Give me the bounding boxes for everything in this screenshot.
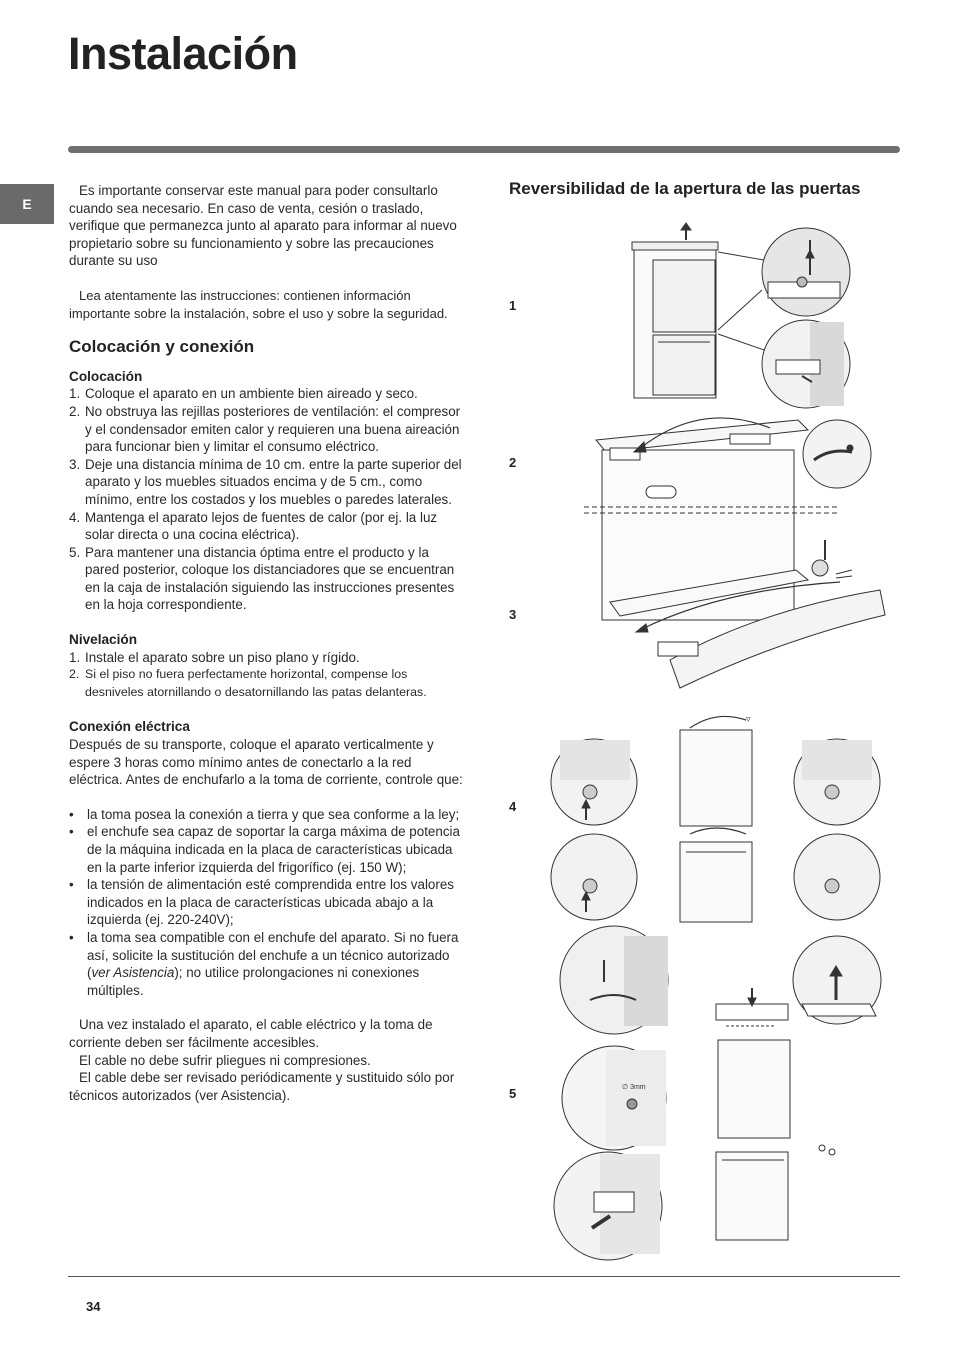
subheading-nivelacion: Nivelación bbox=[69, 632, 137, 648]
diameter-symbol: ∅ bbox=[622, 1084, 629, 1091]
step-number-5: 5 bbox=[509, 1086, 517, 1101]
door-reversal-illustration bbox=[540, 220, 900, 1265]
step5-detail-middle-left bbox=[562, 1046, 666, 1150]
conexion-outro-1: Una vez instalado el aparato, el cable eléctrico y la toma de corriente deben ser fácilmente accesibles. bbox=[69, 1017, 433, 1050]
step5-detail-top-right bbox=[793, 936, 881, 1024]
list-item: 2. Si el piso no fuera perfectamente horizontal, compense los desniveles atornillando o desatornillando las patas delanteras. bbox=[69, 667, 427, 699]
subheading-conexion-electrica: Conexión eléctrica bbox=[69, 719, 190, 735]
step4-pin-detail-top-right bbox=[794, 739, 880, 825]
conexion-outro-3: El cable debe ser revisado periódicamente y sustituido sólo por técnicos autorizados (ver Asistencia). bbox=[69, 1070, 455, 1103]
step2-handle-detail bbox=[803, 420, 871, 488]
step4-pin-detail-top-left bbox=[551, 739, 637, 825]
step1-hinge-detail-bottom bbox=[718, 320, 850, 408]
list-item: 5. Para mantener una distancia óptima entre el producto y la pared posterior, coloque los distanciadores que se encuentran en la caja de instalación siguiendo las instrucciones presentes en la hoja correspondiente. bbox=[69, 544, 455, 613]
step5-detail-top-left bbox=[560, 926, 668, 1034]
list-item: 4. Mantenga el aparato lejos de fuentes de calor (por ej. la luz solar directa o una cocina eléctrica). bbox=[69, 509, 438, 543]
section-heading-colocacion-conexion: Colocación y conexión bbox=[69, 337, 255, 357]
step1-hinge-detail-top bbox=[718, 228, 850, 330]
header-rule bbox=[68, 146, 900, 153]
colocacion-list bbox=[69, 385, 465, 614]
step5-fridge-diagram bbox=[716, 988, 790, 1240]
step-number-4: 4 bbox=[509, 799, 517, 814]
step-number-1: 1 bbox=[509, 298, 517, 313]
step5-screws bbox=[819, 1145, 835, 1155]
page-number: 34 bbox=[86, 1299, 101, 1314]
step4-pin-detail-bottom-left bbox=[551, 834, 637, 920]
list-item: • la toma sea compatible con el enchufe del aparato. Si no fuera así, solicite la sustitución del enchufe a un técnico autorizado (ver Asistencia); no utilice prolongaciones ni conexiones múltiples. bbox=[69, 929, 459, 998]
step4-pin-detail-bottom-right bbox=[794, 834, 880, 920]
list-item: 1. Instale el aparato sobre un piso plano y rígido. bbox=[69, 649, 360, 665]
svg-text:▿: ▿ bbox=[746, 714, 751, 724]
page-title: Instalación bbox=[68, 28, 298, 79]
step4-doors-diagram bbox=[680, 714, 752, 922]
intro-paragraph-1: Es importante conservar este manual para poder consultarlo cuando sea necesario. En caso de venta, cesión o traslado, verifique que permanezca junto al aparato para informar al nuevo propietario sobre su funcionamiento y sobre las precauciones durante su uso bbox=[69, 183, 457, 269]
svg-text:∅ 3mm bbox=[622, 1084, 646, 1091]
intro-paragraph-2: Lea atentamente las instrucciones: contienen información importante sobre la instalación, sobre el uso y sobre la seguridad. bbox=[69, 287, 448, 321]
list-item: 2. No obstruya las rejillas posteriores de ventilación: el compresor y el condensador emiten calor y requieren una buena aireación para funcionar bien y limitar el consumo eléctrico. bbox=[69, 403, 461, 455]
nivelacion-list bbox=[69, 649, 465, 702]
list-item: 1. Coloque el aparato en un ambiente bien aireado y seco. bbox=[69, 386, 418, 402]
subheading-colocacion: Colocación bbox=[69, 368, 143, 384]
conexion-outro-2: El cable no debe sufrir pliegues ni compresiones. bbox=[79, 1052, 371, 1068]
list-item: • la tensión de alimentación esté comprendida entre los valores indicados en la placa de características ubicada abajo a la izquierda (ej. 220-240V); bbox=[69, 877, 454, 928]
list-item: • la toma posea la conexión a tierra y que sea conforme a la ley; bbox=[69, 806, 460, 822]
conexion-bullet-list bbox=[69, 806, 465, 1000]
conexion-intro: Después de su transporte, coloque el aparato verticalmente y espere 3 horas como mínimo antes de conectarlo a la red eléctrica. Antes de enchufarlo a la toma de corriente, controle que: bbox=[69, 737, 463, 788]
list-item: 3. Deje una distancia mínima de 10 cm. entre la parte superior del aparato y los muebles situados encima y de 5 cm., como mínimo, entre los costados y los muebles o paredes laterales. bbox=[69, 456, 462, 507]
step1-fridge-diagram bbox=[632, 223, 718, 398]
section-heading-reversibilidad: Reversibilidad de la apertura de las puertas bbox=[509, 179, 861, 198]
language-tab: E bbox=[0, 184, 54, 224]
step-number-2: 2 bbox=[509, 455, 517, 470]
step5-detail-bottom-left bbox=[554, 1152, 662, 1260]
hole-size-label: 3mm bbox=[630, 1084, 646, 1091]
list-item: • el enchufe sea capaz de soportar la carga máxima de potencia de la máquina indicada en la placa de características ubicada en la parte inferior izquierda del frigorífico (ej. 150 W); bbox=[69, 824, 460, 875]
step-number-3: 3 bbox=[509, 607, 517, 622]
left-column bbox=[69, 182, 465, 1104]
footer-rule bbox=[68, 1276, 900, 1277]
